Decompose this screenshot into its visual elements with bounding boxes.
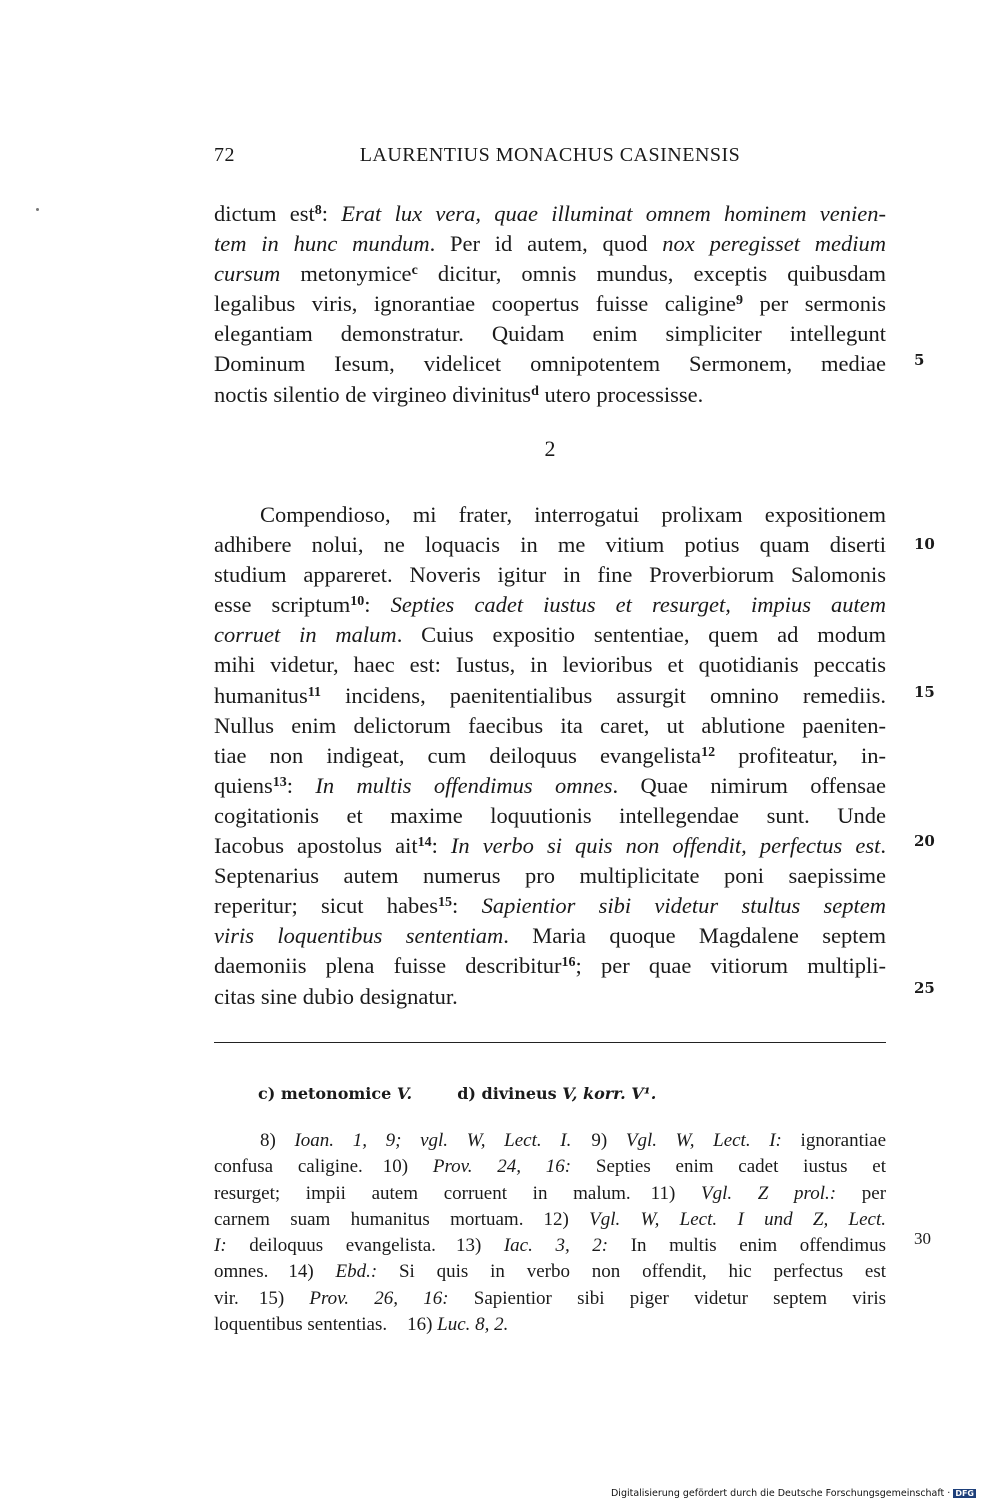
text-line: daemoniis plena fuisse describitur$^{16}$; per quae vitiorum multipli- [214,953,887,979]
text-line: tiae non indigeat, cum deiloquus evangelista$^{12}$ profiteatur, in- [214,742,886,768]
text-line: studium appareret. Noveris igitur in fine Proverbiorum Salomonis [214,562,886,588]
text-line: mihi videtur, haec est: Iustus, in levioribus et quotidianis peccatis [214,652,886,678]
apparatus-sigla: V, korr. V¹. [562,1084,657,1103]
apparatus-sigla: V. [396,1084,413,1103]
page-number: 72 [214,144,235,166]
apparatus-entry-d: d) divineus [457,1084,557,1103]
line-number: 25 [914,979,935,997]
text-line: elegantiam demonstratur. Quidam enim simpliciter intellegunt [214,321,886,347]
text-line: cursum metonymice$^c$ dicitur, omnis mundus, exceptis quibusdam [214,261,887,287]
text-line: citas sine dubio designatur. [214,983,458,1009]
footnote-line: resurget; impii autem corruent in malum. 11) Vgl. Z prol.: per [214,1182,887,1204]
text-line: reperitur; sicut habes$^{15}$: Sapientior sibi videtur stultus septem [214,893,886,919]
text-line: Dominum Iesum, videlicet omnipotentem Sermonem, mediae [214,351,886,377]
text-line: legalibus viris, ignorantiae coopertus fuisse caligine$^9$ per sermonis [214,291,886,317]
text-line: Compendioso, mi frater, interrogatui prolixam expositionem [260,502,886,527]
line-number: 10 [914,535,935,553]
text-line: cogitationis et maxime loquutionis intellegendae sunt. Unde [214,802,886,828]
scan-speck [36,208,39,211]
text-line: viris loquentibus sententiam. Maria quoque Magdalene septem [214,923,886,949]
text-block-1 [214,199,886,410]
running-header [214,144,886,174]
footnote-line: I: deiloquus evangelista. 13) Iac. 3, 2: In multis enim offendimus [214,1235,886,1257]
text-line: quiens$^{13}$: In multis offendimus omnes. Quae nimirum offensae [214,772,886,798]
line-number: 5 [914,351,925,369]
footnote-line: 8) Ioan. 1, 9; vgl. W, Lect. I. 9) Vgl. W, Lect. I: ignorantiae [260,1130,887,1151]
footnote-line: carnem suam humanitus mortuam. 12) Vgl. W, Lect. I und Z, Lect. [214,1208,886,1230]
text-line: corruet in malum. Cuius expositio sententiae, quem ad modum [214,622,886,648]
footnotes [214,1128,886,1338]
apparatus-entry-c: c) metonomice [258,1084,392,1103]
footnote-line: omnes. 14) Ebd.: Si quis in verbo non offendit, hic perfectus est [214,1261,886,1283]
footer-text: Digitalisierung gefördert durch die Deutsche Forschungsgemeinschaft · [610,1488,951,1499]
running-title: LAURENTIUS MONACHUS CASINENSIS [359,144,741,166]
footnote-line: vir. 15) Prov. 26, 16: Sapientior sibi piger videtur septem viris [214,1287,886,1309]
text-line: dictum est$^8$: Erat lux vera, quae illuminat omnem hominem venien- [214,201,886,226]
text-line: Septenarius autem numerus pro multiplicitate poni saepissime [214,863,886,889]
line-number: 20 [914,832,935,850]
footnote-line: confusa caligine. 10) Prov. 24, 16: Septies enim cadet iustus et [214,1156,887,1178]
text-line: Iacobus apostolus ait$^{14}$: In verbo si quis non offendit, perfectus est. [214,833,886,859]
text-block-2 [214,500,886,1012]
text-line: tem in hunc mundum. Per id autem, quod nox peregisset medium [214,231,886,257]
text-line: humanitus$^{11}$ incidens, paenitentialibus assurgit omnino remediis. [214,682,886,708]
line-number: 15 [914,683,935,701]
footnote-line: loquentibus sententias. 16) Luc. 8, 2. [214,1314,509,1336]
critical-apparatus [258,1084,656,1103]
text-line: noctis silentio de virgineo divinitus$^d$ utero processisse. [214,381,704,407]
text-line: adhibere nolui, ne loquacis in me vitium potius quam diserti [214,532,886,558]
text-line: Nullus enim delictorum faecibus ita caret, ut ablutione paeniten- [214,712,886,738]
digitization-footer [611,1488,976,1499]
text-line: esse scriptum$^{10}$: Septies cadet iustus et resurget, impius autem [214,592,886,618]
section-number: 2 [544,436,556,461]
footnote-rule [214,1042,886,1043]
line-number: 30 [914,1229,931,1248]
dfg-logo: DFG [955,1489,974,1498]
